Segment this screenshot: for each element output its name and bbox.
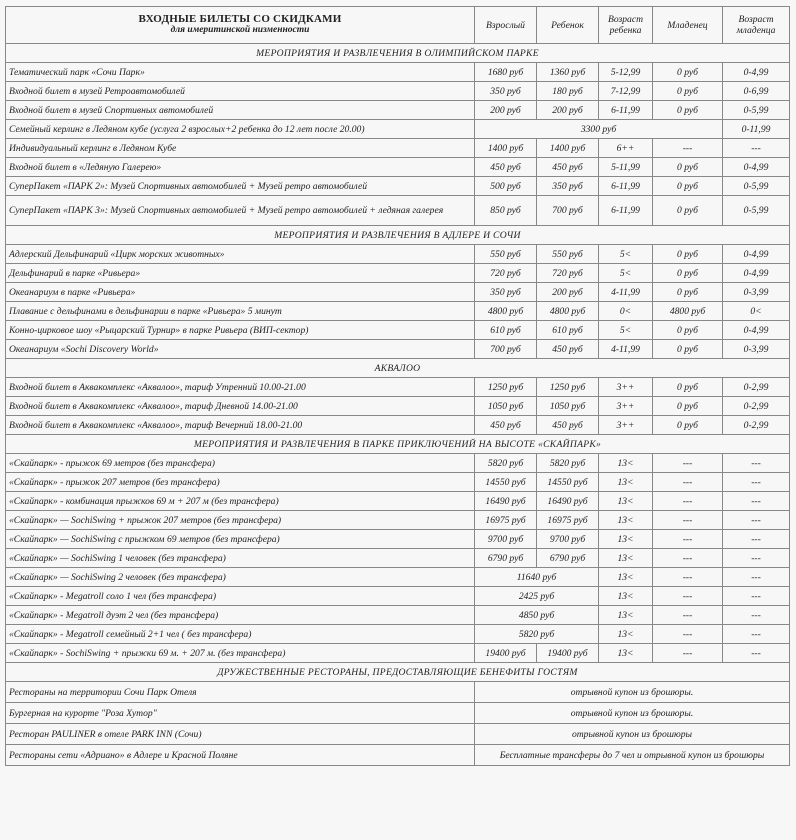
adult-price: 1250 руб [475, 378, 537, 397]
restaurant-row [6, 682, 790, 703]
infant-age: --- [723, 139, 790, 158]
table-row [6, 397, 790, 416]
item-name: Адлерский Дельфинарий «Цирк морских животных» [6, 245, 475, 264]
tickets-table [5, 6, 790, 766]
child-age: 4-11,99 [599, 283, 653, 302]
adult-price: 16490 руб [475, 492, 537, 511]
table-row [6, 568, 790, 587]
adult-price: 1400 руб [475, 139, 537, 158]
child-price: 720 руб [537, 264, 599, 283]
section-header-row [6, 435, 790, 454]
adult-price: 850 руб [475, 196, 537, 226]
child-age: 6-11,99 [599, 101, 653, 120]
adult-price: 1680 руб [475, 63, 537, 82]
infant-price: 0 руб [653, 63, 723, 82]
adult-price: 4800 руб [475, 302, 537, 321]
child-price: 450 руб [537, 416, 599, 435]
infant-price: --- [653, 549, 723, 568]
infant-price: --- [653, 473, 723, 492]
infant-price: 0 руб [653, 321, 723, 340]
table-row [6, 101, 790, 120]
item-name: «Скайпарк» - комбинация прыжков 69 м + 207 м (без трансфера) [6, 492, 475, 511]
item-name: Плавание с дельфинами в дельфинарии в парке «Ривьера» 5 минут [6, 302, 475, 321]
child-age: 13< [599, 530, 653, 549]
infant-age: --- [723, 568, 790, 587]
section-title: МЕРОПРИЯТИЯ И РАЗВЛЕЧЕНИЯ В ОЛИМПИЙСКОМ ПАРКЕ [6, 44, 790, 63]
item-name: Входной билет в музей Спортивных автомобилей [6, 101, 475, 120]
restaurant-row [6, 703, 790, 724]
restaurant-name: Рестораны сети «Адриано» в Адлере и Красной Поляне [6, 745, 475, 766]
child-age: 13< [599, 606, 653, 625]
infant-price: --- [653, 530, 723, 549]
infant-age: 0-11,99 [723, 120, 790, 139]
infant-price: 0 руб [653, 416, 723, 435]
adult-price: 1050 руб [475, 397, 537, 416]
adult-price: 16975 руб [475, 511, 537, 530]
infant-price: 0 руб [653, 82, 723, 101]
child-age: 0< [599, 302, 653, 321]
infant-age: 0-4,99 [723, 264, 790, 283]
combined-price: 4850 руб [475, 606, 599, 625]
child-age: 5< [599, 321, 653, 340]
child-price: 1360 руб [537, 63, 599, 82]
child-age: 13< [599, 492, 653, 511]
child-price: 19400 руб [537, 644, 599, 663]
adult-price: 720 руб [475, 264, 537, 283]
item-name: «Скайпарк» - Megatroll семейный 2+1 чел ( без трансфера) [6, 625, 475, 644]
child-age: 7-12,99 [599, 82, 653, 101]
infant-price: --- [653, 587, 723, 606]
child-price: 450 руб [537, 158, 599, 177]
item-name: СуперПакет «ПАРК 2»: Музей Спортивных автомобилей + Музей ретро автомобилей [6, 177, 475, 196]
restaurant-benefit: отрывной купон из брошюры [475, 724, 790, 745]
infant-price: 0 руб [653, 397, 723, 416]
section-header-row [6, 359, 790, 378]
child-price: 9700 руб [537, 530, 599, 549]
table-row [6, 492, 790, 511]
infant-age: --- [723, 530, 790, 549]
child-age: 13< [599, 473, 653, 492]
item-name: «Скайпарк» - Megatroll соло 1 чел (без трансфера) [6, 587, 475, 606]
infant-age: --- [723, 625, 790, 644]
infant-price: --- [653, 606, 723, 625]
table-row [6, 416, 790, 435]
infant-price: 0 руб [653, 264, 723, 283]
adult-price: 550 руб [475, 245, 537, 264]
column-header-adult: Взрослый [475, 7, 537, 44]
restaurant-benefit: отрывной купон из брошюры. [475, 703, 790, 724]
page-subtitle: для имеритинской низменности [170, 25, 310, 35]
section-title: МЕРОПРИЯТИЯ И РАЗВЛЕЧЕНИЯ В ПАРКЕ ПРИКЛЮЧЕНИЙ НА ВЫСОТЕ «СКАЙПАРК» [6, 435, 790, 454]
infant-age: --- [723, 549, 790, 568]
child-age: 3++ [599, 397, 653, 416]
child-price: 200 руб [537, 283, 599, 302]
infant-price: --- [653, 511, 723, 530]
table-row [6, 530, 790, 549]
item-name: «Скайпарк» - прыжок 207 метров (без трансфера) [6, 473, 475, 492]
infant-age: --- [723, 473, 790, 492]
table-title-cell [6, 7, 475, 44]
adult-price: 19400 руб [475, 644, 537, 663]
table-row [6, 139, 790, 158]
adult-price: 200 руб [475, 101, 537, 120]
adult-price: 14550 руб [475, 473, 537, 492]
infant-age: 0-3,99 [723, 283, 790, 302]
infant-age: 0-2,99 [723, 397, 790, 416]
child-age: 13< [599, 549, 653, 568]
child-age: 5-12,99 [599, 63, 653, 82]
table-row [6, 473, 790, 492]
infant-age: --- [723, 606, 790, 625]
infant-age: 0-4,99 [723, 63, 790, 82]
item-name: СуперПакет «ПАРК 3»: Музей Спортивных автомобилей + Музей ретро автомобилей + ледяная галерея [6, 196, 475, 226]
page-title: ВХОДНЫЕ БИЛЕТЫ СО СКИДКАМИ [138, 13, 342, 25]
section-title: АКВАЛОО [6, 359, 790, 378]
child-price: 5820 руб [537, 454, 599, 473]
table-row [6, 283, 790, 302]
item-name: Входной билет в Аквакомплекс «Аквалоо», тариф Утренний 10.00-21.00 [6, 378, 475, 397]
item-name: «Скайпарк» - SochiSwing + прыжки 69 м. + 207 м. (без трансфера) [6, 644, 475, 663]
child-age: 6-11,99 [599, 196, 653, 226]
child-price: 4800 руб [537, 302, 599, 321]
child-price: 700 руб [537, 196, 599, 226]
infant-price: --- [653, 139, 723, 158]
infant-age: --- [723, 511, 790, 530]
child-age: 13< [599, 625, 653, 644]
child-age: 13< [599, 511, 653, 530]
child-age: 3++ [599, 378, 653, 397]
item-name: «Скайпарк» — SochiSwing с прыжком 69 метров (без трансфера) [6, 530, 475, 549]
table-row [6, 245, 790, 264]
adult-price: 5820 руб [475, 454, 537, 473]
infant-price: 4800 руб [653, 302, 723, 321]
table-row [6, 264, 790, 283]
infant-price: 0 руб [653, 101, 723, 120]
infant-price: 0 руб [653, 177, 723, 196]
adult-price: 350 руб [475, 283, 537, 302]
table-row [6, 454, 790, 473]
item-name: Дельфинарий в парке «Ривьера» [6, 264, 475, 283]
infant-age: --- [723, 454, 790, 473]
infant-price: --- [653, 644, 723, 663]
child-price: 180 руб [537, 82, 599, 101]
restaurant-row [6, 745, 790, 766]
infant-age: 0-2,99 [723, 416, 790, 435]
infant-age: 0-4,99 [723, 321, 790, 340]
table-row [6, 302, 790, 321]
child-price: 1400 руб [537, 139, 599, 158]
child-price: 450 руб [537, 340, 599, 359]
table-row [6, 549, 790, 568]
infant-age: 0-4,99 [723, 158, 790, 177]
adult-price: 9700 руб [475, 530, 537, 549]
item-name: «Скайпарк» — SochiSwing + прыжок 207 метров (без трансфера) [6, 511, 475, 530]
adult-price: 350 руб [475, 82, 537, 101]
child-age: 13< [599, 587, 653, 606]
child-price: 350 руб [537, 177, 599, 196]
table-row [6, 63, 790, 82]
child-age: 5< [599, 245, 653, 264]
table-row [6, 177, 790, 196]
child-price: 200 руб [537, 101, 599, 120]
table-row [6, 321, 790, 340]
section-title: МЕРОПРИЯТИЯ И РАЗВЛЕЧЕНИЯ В АДЛЕРЕ И СОЧИ [6, 226, 790, 245]
infant-price: 0 руб [653, 378, 723, 397]
item-name: Океанариум «Sochi Discovery World» [6, 340, 475, 359]
child-age: 6-11,99 [599, 177, 653, 196]
item-name: Семейный керлинг в Ледяном кубе (услуга 2 взрослых+2 ребенка до 12 лет после 20.00) [6, 120, 475, 139]
table-row [6, 511, 790, 530]
adult-price: 450 руб [475, 158, 537, 177]
section-header-row [6, 226, 790, 245]
table-row [6, 196, 790, 226]
infant-price: --- [653, 568, 723, 587]
child-age: 4-11,99 [599, 340, 653, 359]
table-row [6, 587, 790, 606]
item-name: Конно-цирковое шоу «Рыцарский Турнир» в парке Ривьера (ВИП-сектор) [6, 321, 475, 340]
child-price: 16490 руб [537, 492, 599, 511]
table-row [6, 158, 790, 177]
restaurant-name: Ресторан PAULINER в отеле PARK INN (Сочи) [6, 724, 475, 745]
infant-age: --- [723, 492, 790, 511]
adult-price: 6790 руб [475, 549, 537, 568]
restaurant-benefit: отрывной купон из брошюры. [475, 682, 790, 703]
infant-price: 0 руб [653, 196, 723, 226]
table-row [6, 644, 790, 663]
restaurant-benefit: Бесплатные трансферы до 7 чел и отрывной купон из брошюры [475, 745, 790, 766]
child-age: 5-11,99 [599, 158, 653, 177]
table-row [6, 82, 790, 101]
column-header-infant: Младенец [653, 7, 723, 44]
child-age: 13< [599, 568, 653, 587]
child-age: 6++ [599, 139, 653, 158]
infant-age: --- [723, 587, 790, 606]
item-name: Входной билет в Аквакомплекс «Аквалоо», тариф Дневной 14.00-21.00 [6, 397, 475, 416]
infant-price: --- [653, 492, 723, 511]
section-header-row [6, 44, 790, 63]
child-age: 5< [599, 264, 653, 283]
restaurant-name: Рестораны на территории Сочи Парк Отеля [6, 682, 475, 703]
item-name: Входной билет в «Ледяную Галерею» [6, 158, 475, 177]
table-header [6, 7, 790, 44]
restaurant-row [6, 724, 790, 745]
table-body [6, 44, 790, 766]
item-name: «Скайпарк» - прыжок 69 метров (без трансфера) [6, 454, 475, 473]
infant-price: --- [653, 625, 723, 644]
infant-price: 0 руб [653, 245, 723, 264]
infant-price: 0 руб [653, 283, 723, 302]
infant-age: 0-2,99 [723, 378, 790, 397]
item-name: Океанариум в парке «Ривьера» [6, 283, 475, 302]
child-age: 13< [599, 454, 653, 473]
table-row [6, 120, 790, 139]
table-row [6, 606, 790, 625]
column-header-child: Ребенок [537, 7, 599, 44]
section-header-row [6, 663, 790, 682]
infant-price: 0 руб [653, 158, 723, 177]
infant-age: 0-3,99 [723, 340, 790, 359]
table-row [6, 378, 790, 397]
child-price: 610 руб [537, 321, 599, 340]
infant-age: 0-6,99 [723, 82, 790, 101]
child-age: 13< [599, 644, 653, 663]
item-name: Входной билет в музей Ретроавтомобилей [6, 82, 475, 101]
combined-price: 11640 руб [475, 568, 599, 587]
combined-price: 3300 руб [475, 120, 723, 139]
adult-price: 700 руб [475, 340, 537, 359]
item-name: Индивидуальный керлинг в Ледяном Кубе [6, 139, 475, 158]
child-price: 1050 руб [537, 397, 599, 416]
restaurant-name: Бургерная на курорте "Роза Хутор" [6, 703, 475, 724]
infant-age: 0< [723, 302, 790, 321]
child-price: 16975 руб [537, 511, 599, 530]
item-name: «Скайпарк» — SochiSwing 1 человек (без трансфера) [6, 549, 475, 568]
child-age: 3++ [599, 416, 653, 435]
infant-age: 0-5,99 [723, 177, 790, 196]
infant-age: 0-4,99 [723, 245, 790, 264]
adult-price: 500 руб [475, 177, 537, 196]
infant-age: 0-5,99 [723, 196, 790, 226]
adult-price: 610 руб [475, 321, 537, 340]
item-name: «Скайпарк» - Megatroll дуэт 2 чел (без трансфера) [6, 606, 475, 625]
child-price: 6790 руб [537, 549, 599, 568]
infant-age: 0-5,99 [723, 101, 790, 120]
section-title: ДРУЖЕСТВЕННЫЕ РЕСТОРАНЫ, ПРЕДОСТАВЛЯЮЩИЕ БЕНЕФИТЫ ГОСТЯМ [6, 663, 790, 682]
table-row [6, 625, 790, 644]
column-header-child-age: Возраст ребенка [599, 7, 653, 44]
item-name: Тематический парк «Сочи Парк» [6, 63, 475, 82]
combined-price: 2425 руб [475, 587, 599, 606]
child-price: 14550 руб [537, 473, 599, 492]
item-name: «Скайпарк» — SochiSwing 2 человек (без трансфера) [6, 568, 475, 587]
child-price: 1250 руб [537, 378, 599, 397]
infant-price: --- [653, 454, 723, 473]
table-row [6, 340, 790, 359]
infant-age: --- [723, 644, 790, 663]
infant-price: 0 руб [653, 340, 723, 359]
item-name: Входной билет в Аквакомплекс «Аквалоо», тариф Вечерний 18.00-21.00 [6, 416, 475, 435]
column-header-infant-age: Возраст младенца [723, 7, 790, 44]
adult-price: 450 руб [475, 416, 537, 435]
child-price: 550 руб [537, 245, 599, 264]
combined-price: 5820 руб [475, 625, 599, 644]
